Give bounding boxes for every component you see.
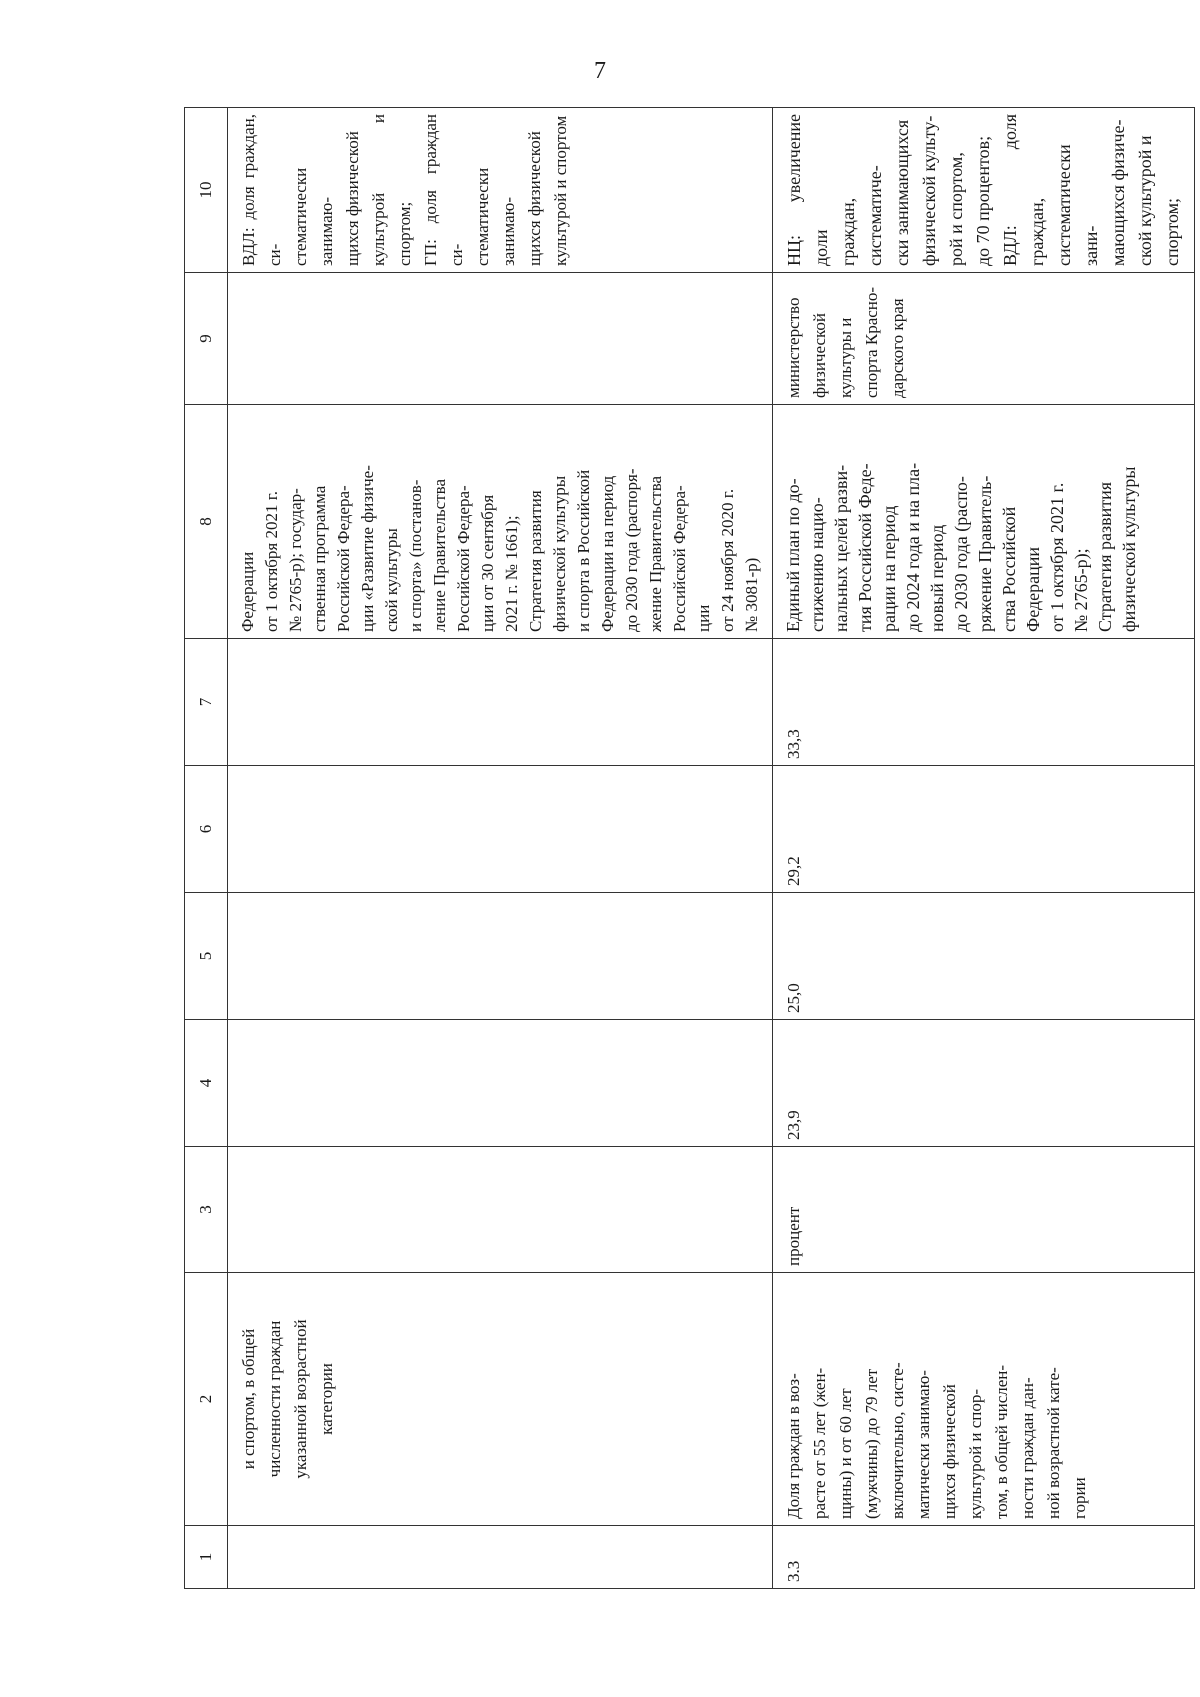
header-cell-6: 6: [185, 766, 228, 893]
header-cell-9: 9: [185, 273, 228, 405]
header-cell-5: 5: [185, 893, 228, 1020]
row1-value-4: [228, 1020, 773, 1147]
page-number: 7: [594, 58, 606, 84]
row2-indicator-name: Доля граждан в воз- расте от 55 лет (жен- щины) и от 60 лет (мужчины) до 79 лет включительно, систе- матически занимаю- щихся физической культурой и спор- том, в общей числен- ности граждан дан- ной возрастной кате- гории: [773, 1273, 1195, 1526]
header-cell-1: 1: [185, 1526, 228, 1589]
row2-target-indicators: НЦ: увеличение доли граждан, систематиче- ски занимающихся физической культу- рой и спортом, до 70 процентов; ВДЛ: доля граждан, систематически зани- мающихся физиче- ской культурой и спортом;: [773, 108, 1195, 273]
row1-value-7: [228, 639, 773, 766]
row2-value-7: 33,3: [773, 639, 1195, 766]
header-cell-2: 2: [185, 1273, 228, 1526]
rotated-table-wrapper: [184, 108, 1182, 1589]
header-row: [185, 108, 228, 1589]
header-cell-10: 10: [185, 108, 228, 273]
row2-value-5: 25,0: [773, 893, 1195, 1020]
header-cell-4: 4: [185, 1020, 228, 1147]
row2-value-6: 29,2: [773, 766, 1195, 893]
row2-value-4: 23,9: [773, 1020, 1195, 1147]
header-cell-8: 8: [185, 405, 228, 639]
row1-documents: Федерации от 1 октября 2021 г. № 2765-р); государ- ственная программа Российской Федера- ции «Развитие физиче- ской культуры и спорта» (постанов- ление Правительства Российской Федера- ции от 30 сентября 2021 г. № 1661); Стратегия развития физической культуры и спорта в Российской Федерации на период до 2030 года (распоря- жение Правительства Российской Федера- ции от 24 ноября 2020 г. № 3081-р): [228, 405, 773, 639]
row1-responsible: [228, 273, 773, 405]
row2-number: 3.3: [773, 1526, 1195, 1589]
row1-number: [228, 1526, 773, 1589]
row1-value-5: [228, 893, 773, 1020]
row1-indicator-name: и спортом, в общей численности граждан указанной возрастной категории: [228, 1273, 773, 1526]
row1-target-indicators: ВДЛ: доля граждан, си- стематически занимаю- щихся физической культурой и спортом; ГП: доля граждан си- стематически занимаю- щихся физической культурой и спортом: [228, 108, 773, 273]
row2-documents: Единый план по до- стижению нацио- нальных целей разви- тия Российской Феде- рации на период до 2024 года и на пла- новый период до 2030 года (распо- ряжение Правитель- ства Российской Федерации от 1 октября 2021 г. № 2765-р); Стратегия развития физической культуры: [773, 405, 1195, 639]
row1-unit: [228, 1147, 773, 1273]
indicators-table: [184, 107, 1195, 1589]
header-cell-7: 7: [185, 639, 228, 766]
row1-value-6: [228, 766, 773, 893]
row2-responsible: министерство физической культуры и спорта Красно- дарского края: [773, 273, 1195, 405]
table-row: [773, 108, 1195, 1589]
row2-unit: процент: [773, 1147, 1195, 1273]
header-cell-3: 3: [185, 1147, 228, 1273]
table-row: [228, 108, 773, 1589]
